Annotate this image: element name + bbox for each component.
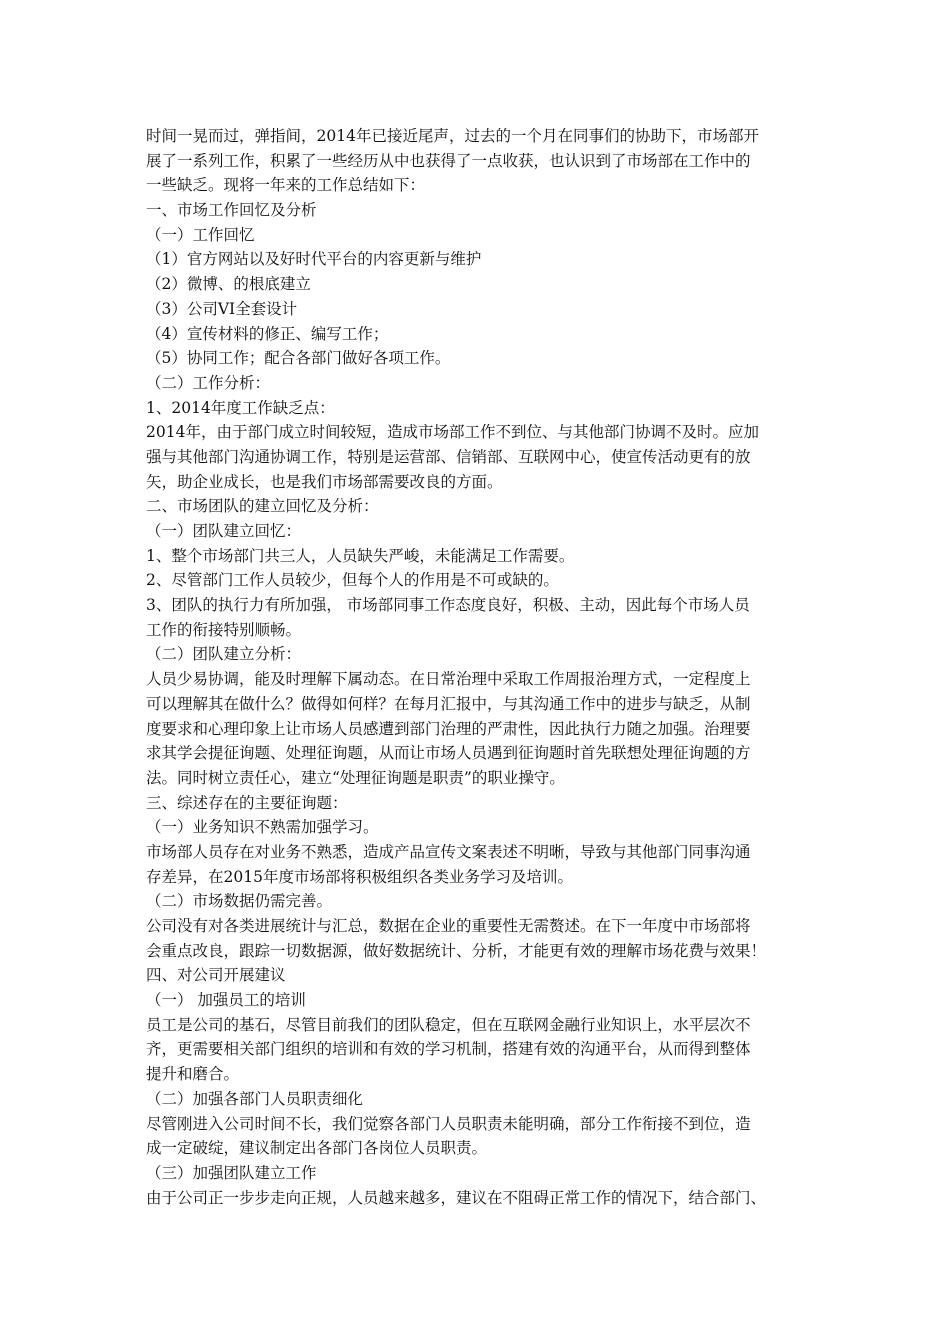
- text-line: 法。同时树立责任心，建立“处理征询题是职责”的职业操守。: [146, 768, 565, 787]
- text-line: 公司没有对各类进展统计与汇总，数据在企业的重要性无需赘述。在下一年度中市场部将: [146, 917, 751, 935]
- text-line: （5）协同工作；配合各部门做好各项工作。: [146, 349, 451, 368]
- text-line: （二）团队建立分析：: [146, 645, 302, 664]
- text-line: 市场部人员存在对业务不熟悉，造成产品宣传文案表述不明晰，导致与其他部门同事沟通: [146, 842, 751, 861]
- text-line: 员工是公司的基石，尽管目前我们的团队稳定，但在互联网金融行业知识上，水平层次不: [146, 1015, 751, 1034]
- text-line: 成一定破绽，建议制定出各部门各岗位人员职责。: [146, 1139, 488, 1158]
- text-line: （4）宣传材料的修正、编写工作；: [146, 324, 389, 343]
- text-line: 齐，更需要相关部门组织的培训和有效的学习机制，搭建有效的沟通平台，从而得到整体: [146, 1040, 751, 1059]
- text-line: （2）微博、的根底建立: [146, 275, 311, 294]
- text-line: （一） 加强员工的培训: [146, 991, 306, 1010]
- text-line: 人员少易协调，能及时理解下属动态。在日常治理中采取工作周报治理方式，一定程度上: [146, 670, 751, 689]
- text-line: 1、整个市场部门共三人，人员缺失严峻，未能满足工作需要。: [146, 546, 575, 565]
- text-line: 一些缺乏。现将一年来的工作总结如下：: [146, 176, 426, 195]
- text-line: （三）加强团队建立工作: [146, 1163, 317, 1182]
- text-line: 3、团队的执行力有所加强， 市场部同事工作态度良好，积极、主动，因此每个市场人员: [146, 596, 750, 615]
- text-line: （一）业务知识不熟需加强学习。: [146, 818, 379, 837]
- text-line: （3）公司VI全套设计: [146, 299, 298, 318]
- text-line: 工作的衔接特别顺畅。: [146, 620, 302, 639]
- text-line: 2、尽管部门工作人员较少，但每个人的作用是不可或缺的。: [146, 571, 559, 590]
- text-line: （1）官方网站以及好时代平台的内容更新与维护: [146, 250, 482, 269]
- text-line: 存差异，在2015年度市场部将积极组织各类业务学习及培训。: [146, 867, 573, 886]
- text-line: 度要求和心理印象上让市场人员感遭到部门治理的严肃性，因此执行力随之加强。治理要: [146, 719, 751, 738]
- text-line: 1、2014年度工作缺乏点：: [146, 398, 335, 417]
- text-line: （二）市场数据仍需完善。: [146, 892, 333, 911]
- text-line: 可以理解其在做什么？做得如何样？在每月汇报中，与其沟通工作中的进步与缺乏，从制: [146, 694, 751, 713]
- text-line: 矢，助企业成长，也是我们市场部需要改良的方面。: [146, 472, 503, 491]
- text-line: 一、市场工作回忆及分析: [146, 201, 317, 220]
- text-line: 二、市场团队的建立回忆及分析：: [146, 497, 379, 516]
- text-line: 展了一系列工作，积累了一些经历从中也获得了一点收获，也认识到了市场部在工作中的: [146, 151, 751, 170]
- text-line: 强与其他部门沟通协调工作，特别是运营部、信销部、互联网中心，使宣传活动更有的放: [146, 447, 751, 466]
- text-line: 四、对公司开展建议: [146, 966, 286, 985]
- text-line: 尽管刚进入公司时间不长，我们觉察各部门人员职责未能明确，部分工作衔接不到位，造: [146, 1114, 751, 1133]
- text-line: 求其学会提征询题、处理征询题，从而让市场人员遇到征询题时首先联想处理征询题的方: [146, 744, 751, 763]
- text-line: （一）工作回忆: [146, 225, 255, 244]
- text-line: （二）加强各部门人员职责细化: [146, 1089, 364, 1108]
- document-body: [146, 124, 816, 1210]
- text-line: 时间一晃而过，弹指间，2014年已接近尾声，过去的一个月在同事们的协助下，市场部开: [146, 127, 759, 145]
- text-line: （一）团队建立回忆：: [146, 522, 302, 540]
- text-line: 由于公司正一步步走向正规，人员越来越多，建议在不阻碍正常工作的情况下，结合部门、: [146, 1188, 767, 1207]
- text-line: 2014年，由于部门成立时间较短，造成市场部工作不到位、与其他部门协调不及时。应加: [146, 423, 759, 442]
- text-line: 会重点改良，跟踪一切数据源，做好数据统计、分析，才能更有效的理解市场花费与效果！: [146, 941, 767, 960]
- text-line: （二）工作分析：: [146, 373, 271, 392]
- text-line: 三、综述存在的主要征询题：: [146, 793, 348, 812]
- text-line: 提升和磨合。: [146, 1065, 240, 1084]
